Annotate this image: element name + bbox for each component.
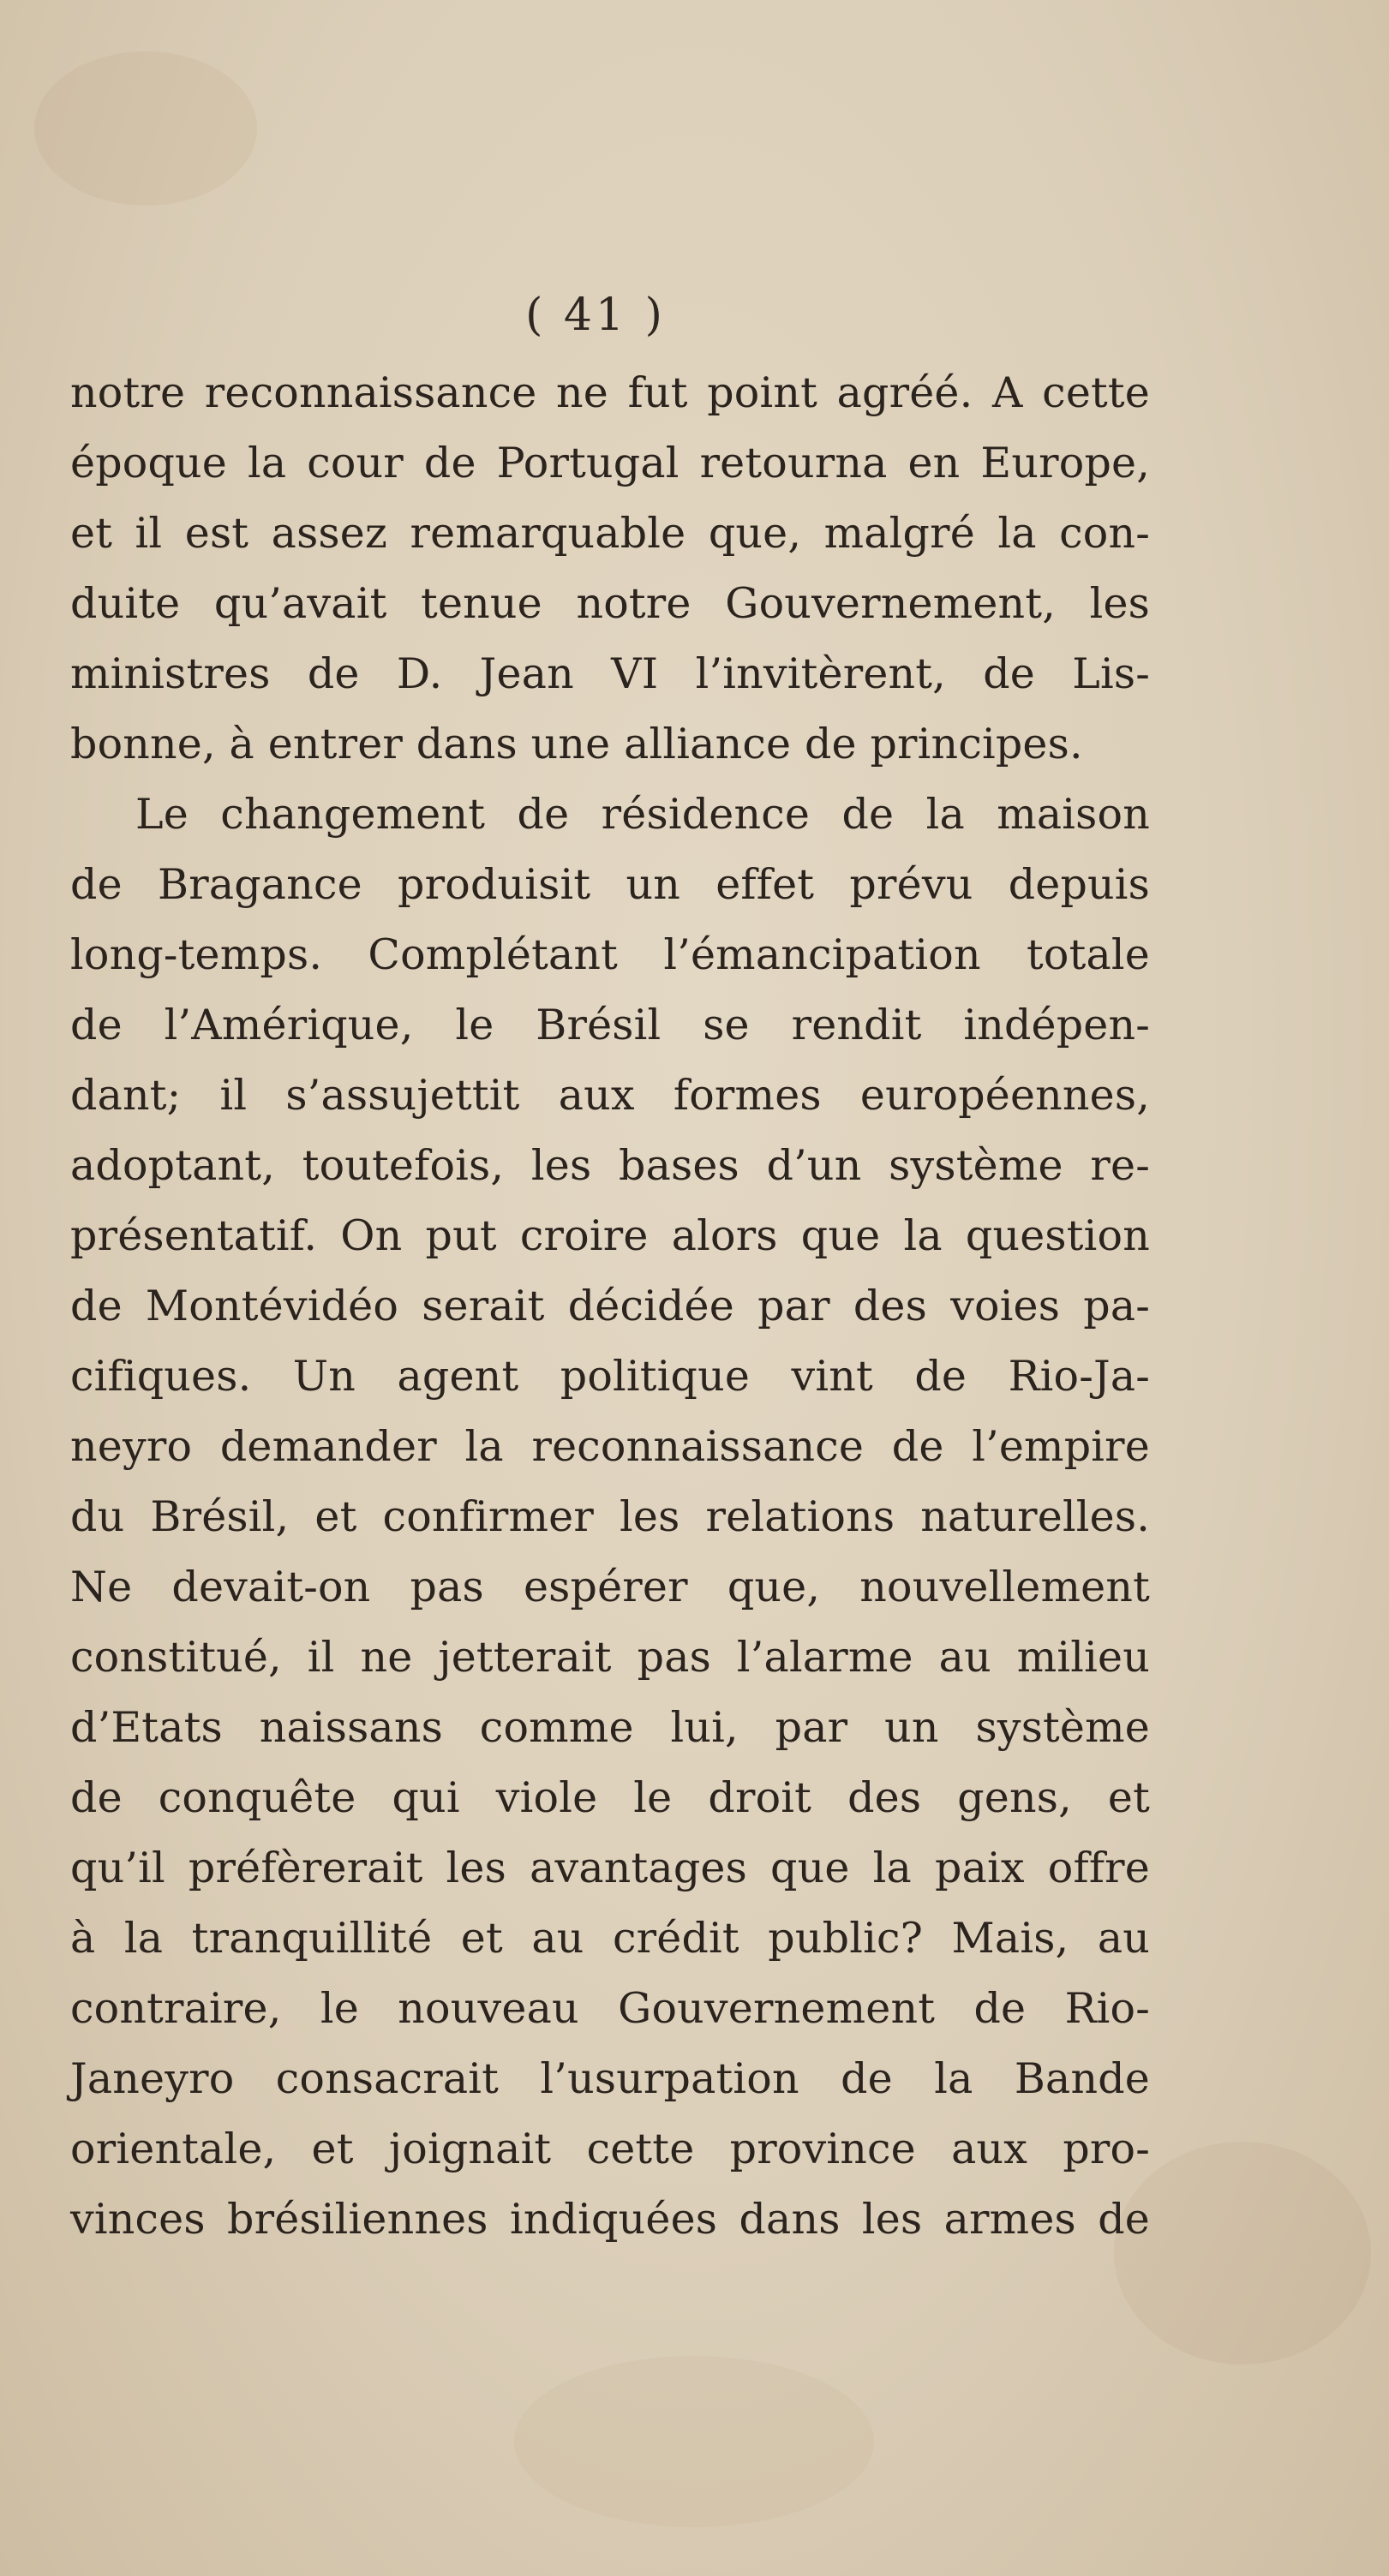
text-line: adoptant, toutefois, les bases d’un système re- (70, 1141, 1150, 1190)
text-line: présentatif. On put croire alors que la question (70, 1211, 1150, 1260)
text-line: long-temps. Complétant l’émancipation totale (70, 930, 1150, 979)
text-line: notre reconnaissance ne fut point agréé. A cette (70, 368, 1150, 417)
page-number: ( 41 ) (525, 290, 666, 341)
text-line: cifiques. Un agent politique vint de Rio-Ja- (70, 1352, 1150, 1401)
body-text (70, 358, 1150, 2255)
text-line: Ne devait-on pas espérer que, nouvellement (70, 1563, 1150, 1611)
paper-stain (34, 51, 257, 206)
text-line: d’Etats naissans comme lui, par un système (70, 1703, 1150, 1752)
text-line: bonne, à entrer dans une alliance de principes. (70, 720, 1083, 768)
text-line: de conquête qui viole le droit des gens, et (70, 1773, 1150, 1822)
text-line: époque la cour de Portugal retourna en Europe, (70, 439, 1150, 487)
text-line: du Brésil, et confirmer les relations naturelles. (70, 1492, 1150, 1541)
text-line: neyro demander la reconnaissance de l’empire (70, 1422, 1150, 1471)
paper-stain (514, 2356, 874, 2527)
text-line: de Montévidéo serait décidée par des voies pa- (70, 1282, 1150, 1330)
text-line: et il est assez remarquable que, malgré la con- (70, 509, 1150, 558)
text-line: Le changement de résidence de la maison (135, 790, 1150, 839)
text-line: duite qu’avait tenue notre Gouvernement, les (70, 579, 1150, 628)
text-line: de l’Amérique, le Brésil se rendit indépen- (70, 1001, 1150, 1049)
text-line: Janeyro consacrait l’usurpation de la Bande (70, 2054, 1150, 2103)
text-line: de Bragance produisit un effet prévu depuis (70, 860, 1150, 909)
text-line: contraire, le nouveau Gouvernement de Rio- (70, 1984, 1150, 2033)
text-line: qu’il préfèrerait les avantages que la paix offre (70, 1844, 1150, 1892)
text-line: à la tranquillité et au crédit public? Mais, au (70, 1914, 1150, 1963)
text-line: dant; il s’assujettit aux formes européennes, (70, 1071, 1150, 1120)
paper-stain (1114, 2142, 1371, 2364)
text-line: ministres de D. Jean VI l’invitèrent, de Lis- (70, 649, 1150, 698)
text-line: orientale, et joignait cette province aux pro- (70, 2125, 1150, 2173)
text-line: vinces brésiliennes indiquées dans les armes de (70, 2195, 1150, 2244)
text-line: constitué, il ne jetterait pas l’alarme au milieu (70, 1633, 1150, 1682)
